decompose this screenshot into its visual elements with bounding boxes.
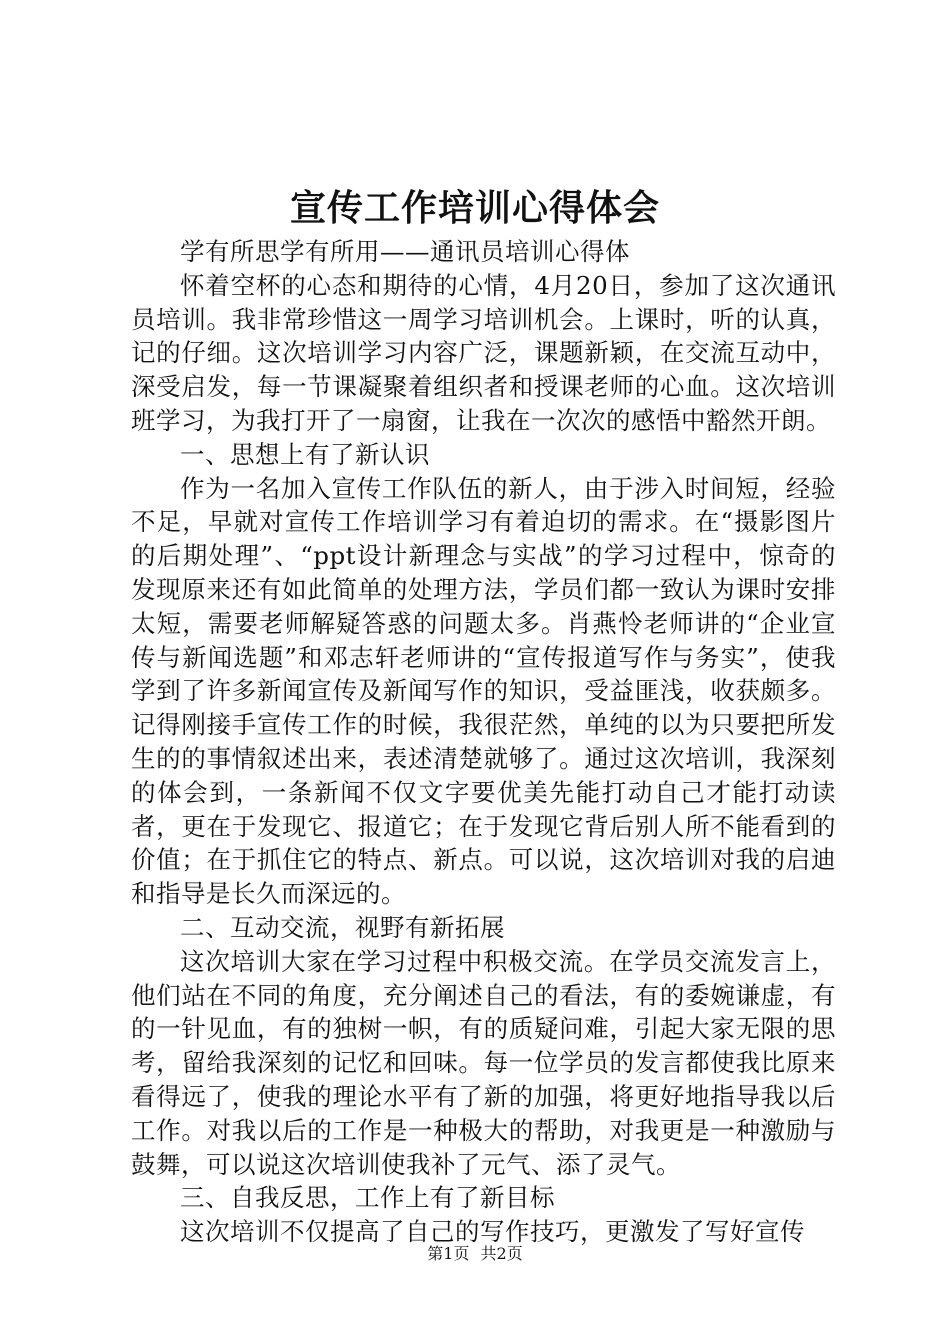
body-paragraph: 怀着空杯的心态和期待的心情，4月20日，参加了这次通讯员培训。我非常珍惜这一周学习培训机会。上课时，听的认真，记的仔细。这次培训学习内容广泛，课题新颖，在交流互动中，深受启发，每一节课凝聚着组织者和授课老师的心血。这次培训班学习，为我打开了一扇窗，让我在一次次的感悟中豁然开朗。 <box>131 270 836 435</box>
page-number: 第1页 <box>427 1244 470 1263</box>
page-total: 共2页 <box>480 1244 523 1263</box>
section-heading: 二、互动交流，视野有新拓展 <box>180 912 505 942</box>
section-heading: 三、自我反思，工作上有了新目标 <box>180 1183 555 1213</box>
body-paragraph: 这次培训不仅提高了自己的写作技巧，更激发了写好宣传 <box>180 1217 805 1247</box>
page-footer <box>0 1242 950 1266</box>
subtitle-paragraph: 学有所思学有所用——通讯员培训心得体 <box>180 237 630 266</box>
body-paragraph: 作为一名加入宣传工作队伍的新人，由于涉入时间短，经验不足，早就对宣传工作培训学习有着迫切的需求。在“摄影图片的后期处理”、“ppt设计新理念与实战”的学习过程中，惊奇的发现原来还有如此简单的处理方法，学员们都一致认为课时安排太短，需要老师解疑答惑的问题太多。肖燕怜老师讲的“企业宣传与新闻选题”和邓志轩老师讲的“宣传报道写作与务实”，使我学到了许多新闻宣传及新闻写作的知识，受益匪浅，收获颇多。记得刚接手宣传工作的时候，我很茫然，单纯的以为只要把所发生的的事情叙述出来，表述清楚就够了。通过这次培训，我深刻的体会到，一条新闻不仅文字要优美先能打动自己才能打动读者，更在于发现它、报道它；在于发现它背后别人所不能看到的价值；在于抓住它的特点、新点。可以说，这次培训对我的启迪和指导是长久而深远的。 <box>131 473 836 909</box>
document-body <box>131 235 836 1249</box>
body-paragraph: 这次培训大家在学习过程中积极交流。在学员交流发言上，他们站在不同的角度，充分阐述自己的看法，有的委婉谦虚，有的一针见血，有的独树一帜，有的质疑问难，引起大家无限的思考，留给我深刻的记忆和回味。每一位学员的发言都使我比原来看得远了，使我的理论水平有了新的加强，将更好地指导我以后工作。对我以后的工作是一种极大的帮助，对我更是一种激励与鼓舞，可以说这次培训使我补了元气、添了灵气。 <box>131 946 836 1179</box>
section-heading: 一、思想上有了新认识 <box>180 439 430 469</box>
document-title: 宣传工作培训心得体会 <box>289 187 660 229</box>
